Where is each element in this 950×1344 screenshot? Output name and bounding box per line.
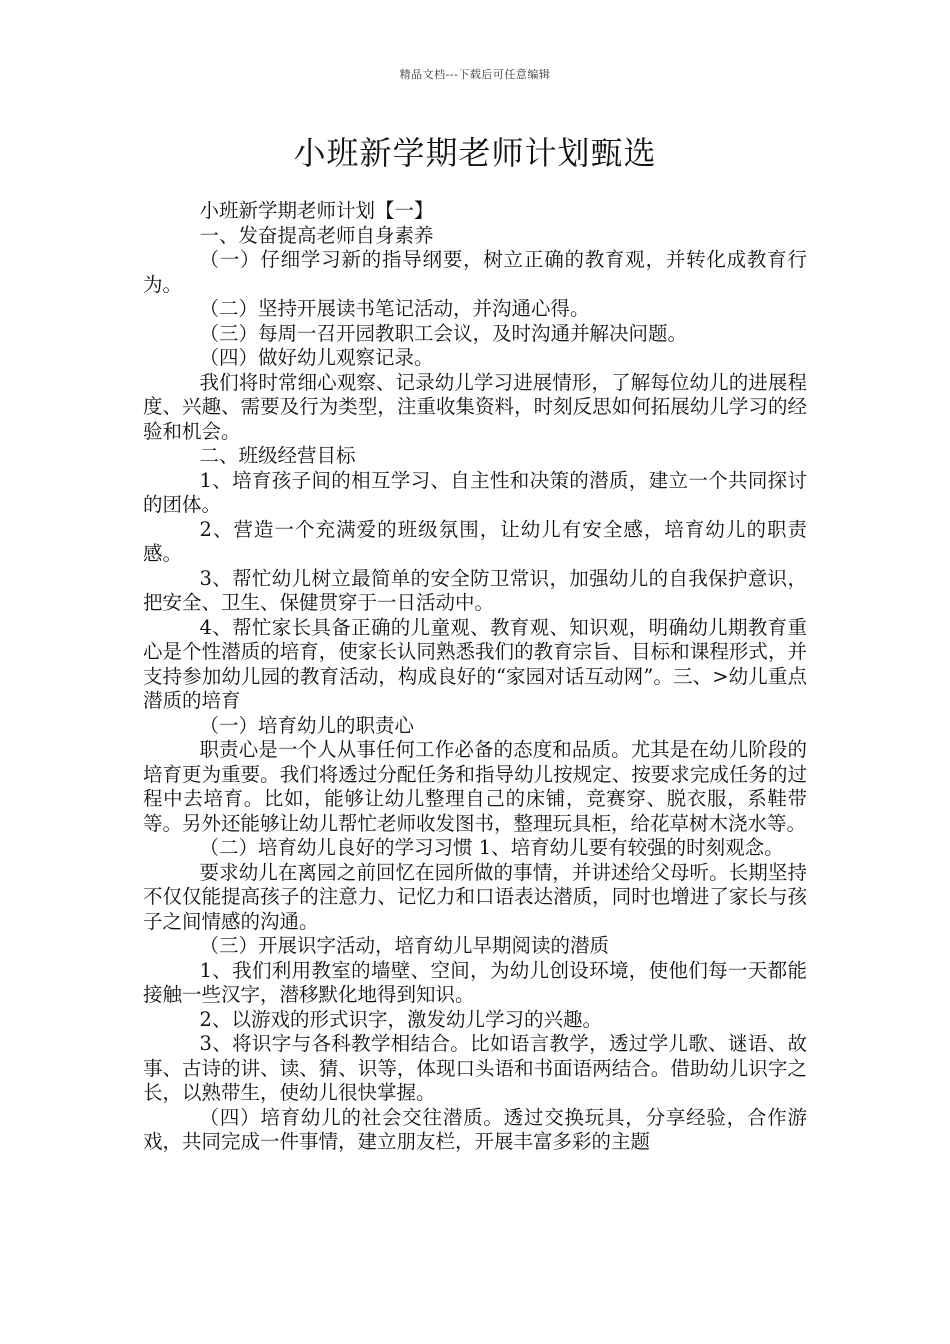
paragraph: （一）仔细学习新的指导纲要，树立正确的教育观，并转化成教育行为。 — [143, 248, 807, 296]
paragraph: （二）培育幼儿良好的学习习惯 1、培育幼儿要有较强的时刻观念。 — [199, 836, 784, 859]
paragraph: 职责心是一个人从事任何工作必备的态度和品质。尤其是在幼儿阶段的培育更为重要。我们将透过分配任务和指导幼儿按规定、按要求完成任务的过程中去培育。比如，能够让幼儿整理自己的床铺，竞赛穿、脱衣服，系鞋带等。另外还能够让幼儿帮忙老师收发图书，整理玩具柜，给花草树木浇水等。 — [143, 738, 807, 835]
section-subtitle: 小班新学期老师计划【一】 — [199, 199, 434, 222]
paragraph: 2、营造一个充满爱的班级氛围，让幼儿有安全感，培育幼儿的职责感。 — [143, 517, 807, 565]
paragraph: 3、帮忙幼儿树立最简单的安全防卫常识，加强幼儿的自我保护意识，把安全、卫生、保健贯穿于一日活动中。 — [143, 566, 807, 614]
document-header-note: 精品文档---下载后可任意编辑 — [399, 68, 551, 81]
heading-1: 一、发奋提高老师自身素养 — [199, 223, 434, 247]
document-title: 小班新学期老师计划甄选 — [293, 134, 657, 172]
subheading: （三）开展识字活动，培育幼儿早期阅读的潜质 — [199, 934, 610, 957]
heading-2: 二、班级经营目标 — [199, 444, 356, 467]
paragraph: 1、我们利用教室的墙壁、空间，为幼儿创设环境，使他们每一天都能接触一些汉字，潜移默化地得到知识。 — [143, 958, 807, 1006]
paragraph: 2、以游戏的形式识字，激发幼儿学习的兴趣。 — [199, 1007, 602, 1031]
paragraph: （三）每周一召开园教职工会议，及时沟通并解决问题。 — [199, 321, 688, 345]
paragraph: 3、将识字与各科教学相结合。比如语言教学，透过学儿歌、谜语、故事、古诗的讲、读、猜、识等，体现口头语和书面语两结合。借助幼儿识字之长，以熟带生，使幼儿很快掌握。 — [143, 1032, 807, 1104]
paragraph: （四）做好幼儿观察记录。 — [199, 346, 434, 369]
paragraph: （四）培育幼儿的社会交往潜质。透过交换玩具，分享经验，合作游戏，共同完成一件事情，建立朋友栏，开展丰富多彩的主题 — [143, 1105, 807, 1153]
paragraph: 我们将时常细心观察、记录幼儿学习进展情形，了解每位幼儿的进展程度、兴趣、需要及行为类型，注重收集资料，时刻反思如何拓展幼儿学习的经验和机会。 — [143, 370, 807, 443]
document-body — [143, 199, 807, 1155]
paragraph: 4、帮忙家长具备正确的儿童观、教育观、知识观，明确幼儿期教育重心是个性潜质的培育，使家长认同熟悉我们的教育宗旨、目标和课程形式，并支持参加幼儿园的教育活动，构成良好的“家园对话互动网”。三、>幼儿重点潜质的培育 — [143, 615, 807, 712]
paragraph: 1、培育孩子间的相互学习、自主性和决策的潜质，建立一个共同探讨的团体。 — [143, 468, 807, 516]
paragraph: （二）坚持开展读书笔记活动，并沟通心得。 — [199, 297, 590, 320]
paragraph: 要求幼儿在离园之前回忆在园所做的事情，并讲述给父母听。长期坚持不仅仅能提高孩子的注意力、记忆力和口语表达潜质，同时也增进了家长与孩子之间情感的沟通。 — [143, 860, 807, 933]
subheading: （一）培育幼儿的职责心 — [199, 713, 415, 737]
